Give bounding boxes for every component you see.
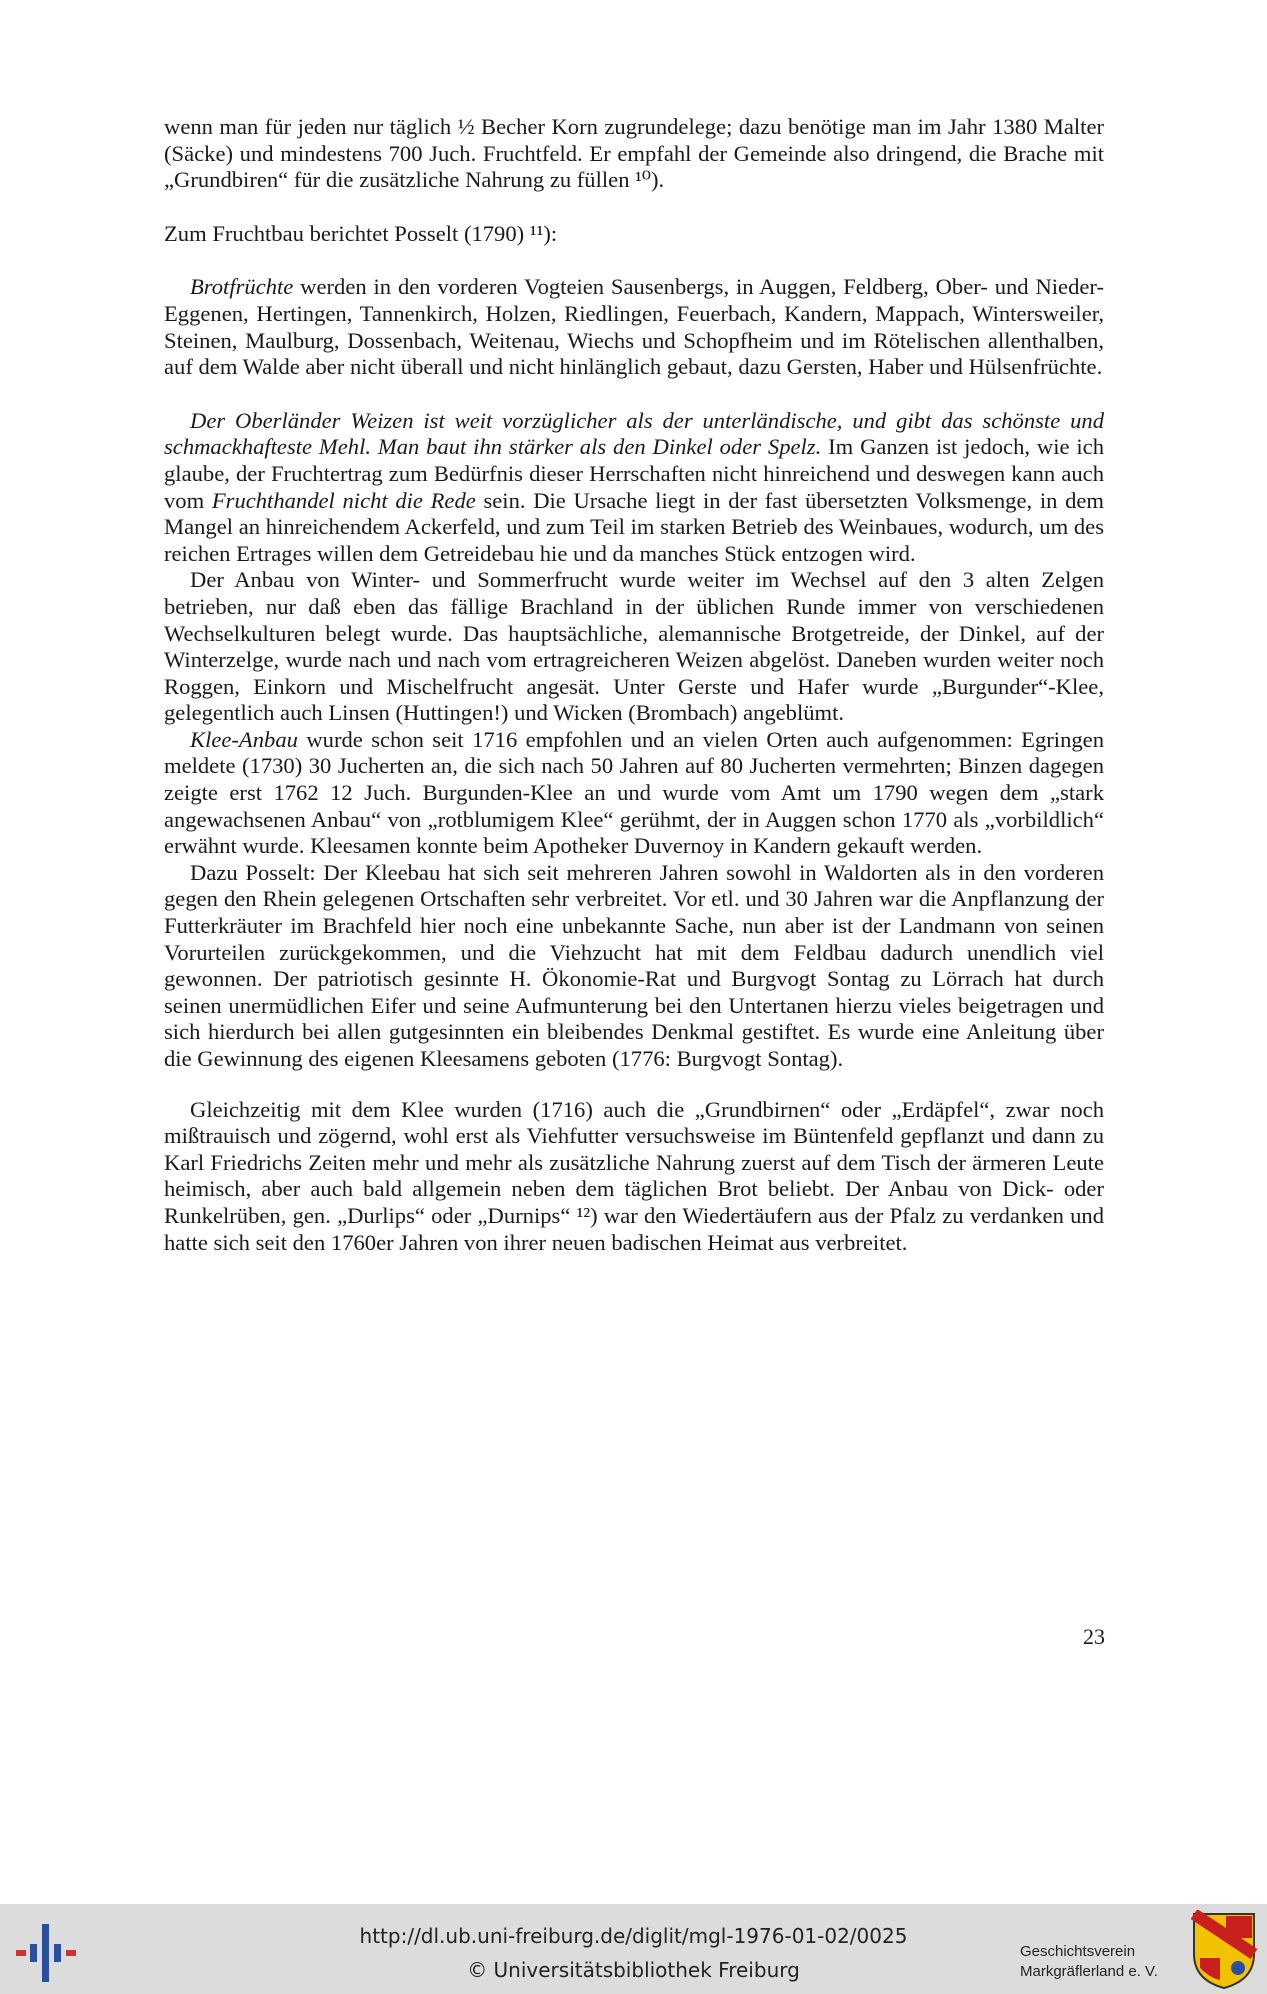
paragraph: wenn man für jeden nur täglich ½ Becher Korn zugrundelege; dazu benötige man im Jahr 1380 Malter (Säcke) und mindestens 700 Juch. Fruchtfeld. Er empfahl der Gemeinde also dringend, die Brache mit „Grundbiren“ für die zusätzliche Nahrung zu füllen ¹⁰).	[164, 114, 1104, 193]
permalink-url[interactable]: http://dl.ub.uni-freiburg.de/diglit/mgl-1976-01-02/0025	[359, 1924, 908, 1948]
emphasis: Brotfrüchte	[190, 274, 294, 300]
text-run: sein. Die Ursache liegt in der fast übersetzten Volksmenge, in dem Mangel an hinreichendem Ackerfeld, und zum Teil im starken Betrieb des Weinbaues, wodurch, um des reichen Ertrages willen dem Getreidebau hie und da manches Stück entzogen wird.	[164, 487, 1104, 566]
text-run: wurde schon seit 1716 empfohlen und an vielen Orten auch aufgenommen: Egringen meldete (1730) 30 Jucherten an, die sich nach 50 Jahren auf 80 Jucherten vermehrten; Binzen dagegen zeigte erst 1762 12 Juch. Burgunden-Klee an und wurde vom Amt um 1790 wegen dem „stark angewachsenen Anbau“ von „rotblumigem Klee“ gerühmt, der in Auggen schon 1770 als „vorbildlich“ erwähnt wurde. Kleesamen konnte beim Apotheker Duvernoy in Kandern gekauft werden.	[164, 726, 1104, 859]
text-run: werden in den vorderen Vogteien Sausenbergs, in Auggen, Feldberg, Ober- und Nieder-Eggenen, Hertingen, Tannenkirch, Holzen, Riedlingen, Feuerbach, Kandern, Mappach, Wintersweiler, Steinen, Maulburg, Dossenbach, Weitenau, Wiechs und Schopfheim und im Rötelischen allenthalben, auf dem Walde aber nicht überall und nicht hinlänglich gebaut, dazu Gersten, Haber und Hülsenfrüchte.	[164, 274, 1104, 380]
society-name	[1020, 1942, 1190, 1982]
paragraph: Gleichzeitig mit dem Klee wurden (1716) auch die „Grundbirnen“ oder „Erdäpfel“, zwar noch mißtrauisch und zögernd, wohl erst als Viehfutter versuchsweise im Büntenfeld gepflanzt und dann zu Karl Friedrichs Zeiten mehr und mehr als zusätzliche Nahrung zuerst auf dem Tisch der ärmeren Leute heimisch, aber auch bald allgemein neben dem täglichen Brot beliebt. Der Anbau von Dick- oder Runkelrüben, gen. „Durlips“ oder „Durnips“ ¹²) war den Wiedertäufern aus der Pfalz zu verdanken und hatte sich seit den 1760er Jahren von ihrer neuen badischen Heimat aus verbreitet.	[164, 1096, 1104, 1255]
copyright-notice: © Universitätsbibliothek Freiburg	[467, 1958, 800, 1982]
society-line: Markgräflerland e. V.	[1020, 1963, 1158, 1980]
society-crest-icon	[1190, 1910, 1258, 1990]
emphasis: Der Oberländer Weizen ist weit vorzüglicher als der unterländische, und gibt das schönste und schmackhafteste Mehl. Man baut ihn stärker als den Dinkel oder Spelz.	[164, 407, 1104, 460]
emphasis: Fruchthandel nicht die Rede	[211, 487, 476, 513]
footer-bar	[0, 1904, 1267, 1994]
emphasis: Klee-Anbau	[190, 726, 298, 752]
page-body	[164, 114, 1104, 1256]
paragraph: Der Anbau von Winter- und Sommerfrucht wurde weiter im Wechsel auf den 3 alten Zelgen betrieben, nur daß eben das fällige Brachland in der üblichen Runde immer von verschiedenen Wechselkulturen belegt wurde. Das hauptsächliche, alemannische Brotgetreide, der Dinkel, auf der Winterzelge, wurde nach und nach vom ertragreicheren Weizen abgelöst. Daneben wurden weiter noch Roggen, Einkorn und Mischelfrucht angesät. Unter Gerste und Hafer wurde „Burgunder“-Klee, gelegentlich auch Linsen (Huttingen!) und Wicken (Brombach) angeblümt.	[164, 567, 1104, 726]
paragraph: Dazu Posselt: Der Kleebau hat sich seit mehreren Jahren sowohl in Waldorten als in den vorderen gegen den Rhein gelegenen Ortschaften sehr verbreitet. Vor etl. und 30 Jahren war die Anpflanzung der Futterkräuter im Brachfeld hier noch eine unbekannte Sache, nun aber ist der Landmann von seinen Vorurteilen zurückgekommen, und die Viehzucht hat mit dem Feldbau dadurch unendlich viel gewonnen. Der patriotisch gesinnte H. Ökonomie-Rat und Burgvogt Sontag zu Lörrach hat durch seinen unermüdlichen Eifer und seine Aufmunterung bei den Untertanen hierzu vieles beigetragen und sich hierdurch bei allen gutgesinnten ein bleibendes Denkmal gestiftet. Es wurde eine Anleitung über die Gewinnung des eigenen Kleesamens geboten (1776: Burgvogt Sontag).	[164, 859, 1104, 1071]
quote-paragraph	[164, 408, 1104, 568]
paragraph: Zum Fruchtbau berichtet Posselt (1790) ¹¹):	[164, 220, 558, 246]
page-number: 23	[1083, 1624, 1105, 1649]
society-line: Geschichtsverein	[1020, 1943, 1136, 1960]
quote-paragraph	[164, 274, 1104, 380]
paragraph	[164, 727, 1104, 860]
text-run: Im Ganzen ist jedoch, wie ich glaube, der Fruchtertrag zum Bedürfnis dieser Herrschaften nicht hinreichend und deswegen kann auch vom	[164, 434, 1104, 513]
